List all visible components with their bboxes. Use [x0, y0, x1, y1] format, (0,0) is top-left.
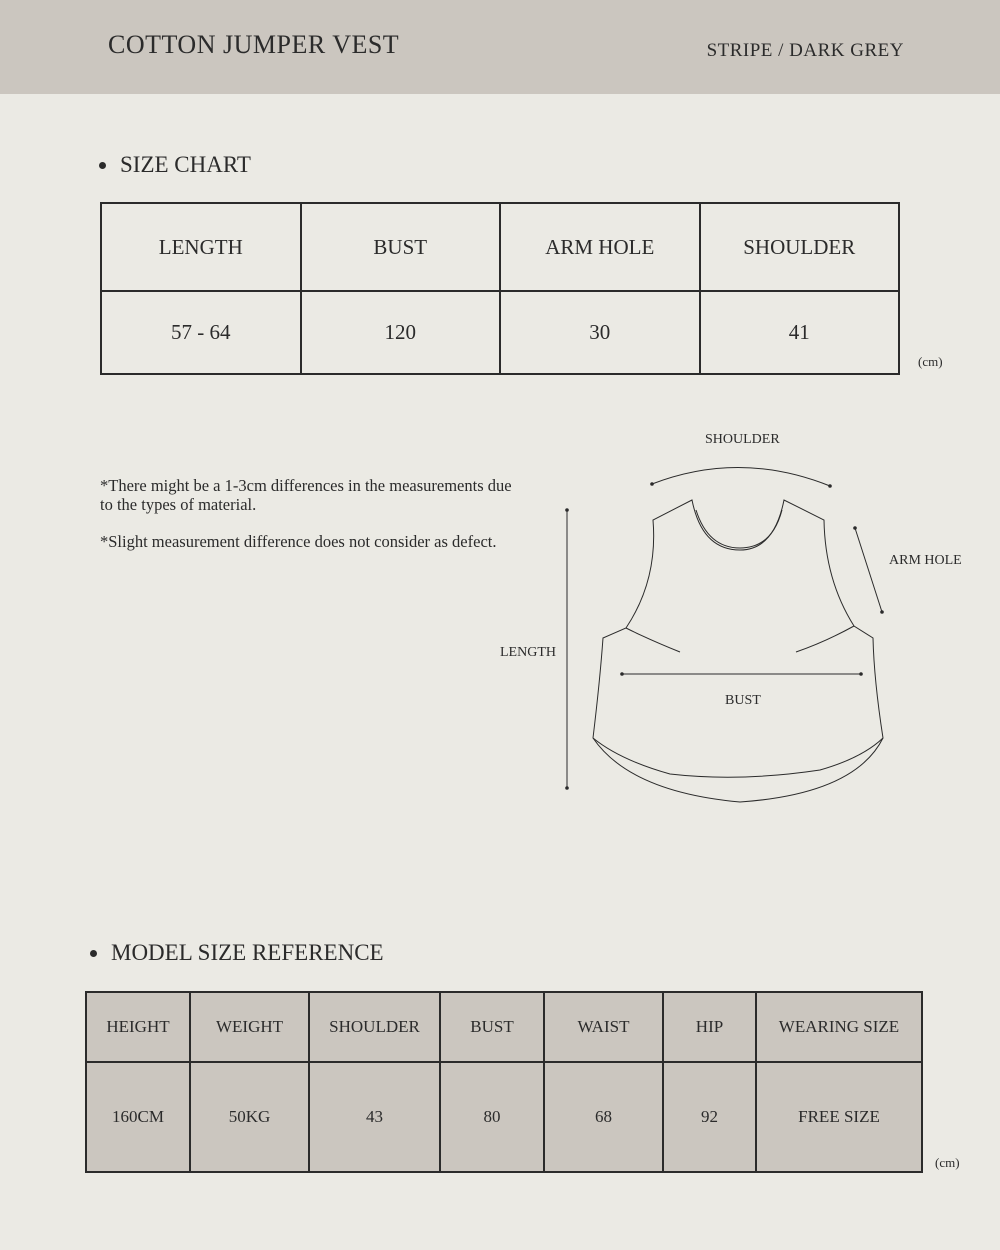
table-row	[101, 291, 899, 374]
product-title: COTTON JUMPER VEST	[108, 30, 400, 59]
product-variant: STRIPE / DARK GREY	[706, 40, 904, 61]
model-col-weight: WEIGHT	[190, 992, 309, 1062]
model-size-heading-text: MODEL SIZE REFERENCE	[111, 940, 384, 965]
size-chart-table	[100, 202, 900, 375]
note-defect: *Slight measurement difference does not consider as defect.	[100, 532, 497, 551]
right-armhole-curve	[796, 626, 854, 652]
size-col-shoulder: SHOULDER	[700, 203, 900, 291]
model-size-table	[85, 991, 923, 1173]
table-header-row	[86, 992, 922, 1062]
model-val-wearing-size: FREE SIZE	[756, 1062, 922, 1172]
model-col-shoulder: SHOULDER	[309, 992, 440, 1062]
size-val-bust: 120	[301, 291, 501, 374]
vest-outline-illustration	[490, 420, 980, 820]
model-val-hip: 92	[663, 1062, 756, 1172]
size-val-arm-hole: 30	[500, 291, 700, 374]
model-val-waist: 68	[544, 1062, 663, 1172]
neckline-inner	[696, 510, 782, 548]
diagram-label-length: LENGTH	[500, 645, 556, 660]
size-col-arm-hole: ARM HOLE	[500, 203, 700, 291]
model-val-bust: 80	[440, 1062, 544, 1172]
size-val-length: 57 - 64	[101, 291, 301, 374]
diagram-label-arm-hole: ARM HOLE	[889, 553, 962, 568]
shoulder-measure-line	[652, 467, 830, 486]
size-chart-heading	[99, 152, 251, 178]
size-chart-unit: (cm)	[918, 354, 943, 369]
vest-body-outline	[593, 500, 883, 802]
diagram-label-bust: BUST	[725, 693, 761, 708]
armhole-measure-line	[855, 528, 882, 612]
hem-curve	[593, 738, 883, 777]
size-val-shoulder: 41	[700, 291, 900, 374]
diagram-label-shoulder: SHOULDER	[705, 432, 780, 447]
vest-diagram	[490, 420, 980, 820]
bullet-icon	[99, 162, 106, 169]
model-val-shoulder: 43	[309, 1062, 440, 1172]
left-armhole-curve	[626, 628, 680, 652]
table-header-row	[101, 203, 899, 291]
bullet-icon	[90, 950, 97, 957]
size-col-length: LENGTH	[101, 203, 301, 291]
header-bar	[0, 0, 1000, 94]
note-material: *There might be a 1-3cm differences in the measurements due to the types of material.	[100, 476, 512, 514]
model-size-heading	[90, 940, 384, 966]
model-size-unit: (cm)	[935, 1155, 960, 1170]
model-col-waist: WAIST	[544, 992, 663, 1062]
model-col-height: HEIGHT	[86, 992, 190, 1062]
model-col-bust: BUST	[440, 992, 544, 1062]
size-col-bust: BUST	[301, 203, 501, 291]
model-col-wearing-size: WEARING SIZE	[756, 992, 922, 1062]
model-val-weight: 50KG	[190, 1062, 309, 1172]
table-row	[86, 1062, 922, 1172]
model-val-height: 160CM	[86, 1062, 190, 1172]
model-col-hip: HIP	[663, 992, 756, 1062]
size-chart-heading-text: SIZE CHART	[120, 152, 251, 177]
